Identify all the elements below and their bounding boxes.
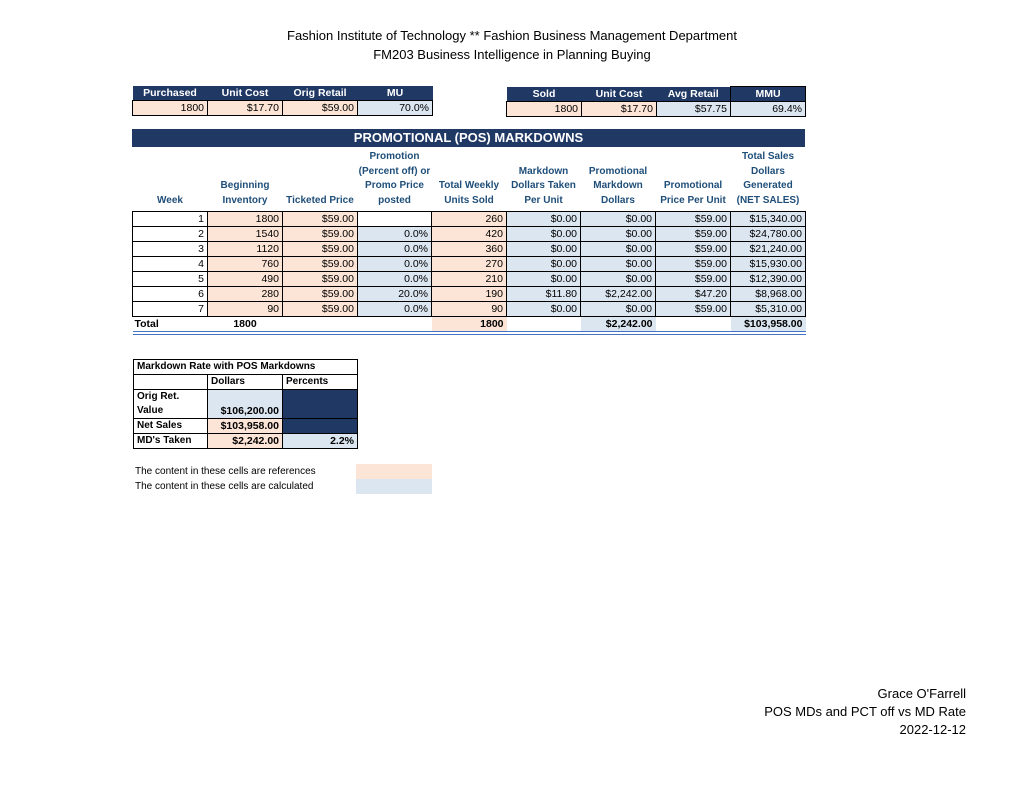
promo-price-cell[interactable]: $47.20 bbox=[656, 286, 731, 301]
markdowns-table bbox=[132, 148, 806, 335]
promotion-cell[interactable]: 0.0% bbox=[358, 241, 432, 256]
dollars-header: Dollars bbox=[208, 375, 283, 390]
mu-value[interactable]: 70.0% bbox=[358, 101, 433, 116]
week-header: Week bbox=[157, 194, 183, 206]
net-sales-cell[interactable]: $15,340.00 bbox=[731, 211, 806, 226]
markdowns-total-row bbox=[133, 316, 806, 331]
table-row bbox=[133, 256, 806, 271]
units-sold-cell[interactable]: 190 bbox=[432, 286, 507, 301]
units-sold-cell[interactable]: 260 bbox=[432, 211, 507, 226]
mds-taken-label: MD's Taken bbox=[134, 434, 208, 449]
report-subtitle: POS MDs and PCT off vs MD Rate bbox=[764, 704, 966, 719]
ticketed-price-cell[interactable]: $59.00 bbox=[283, 256, 358, 271]
table-row bbox=[133, 271, 806, 286]
markdown-per-unit-cell[interactable]: $11.80 bbox=[507, 286, 581, 301]
total-units-sold[interactable]: 1800 bbox=[432, 316, 507, 331]
promotion-cell[interactable]: 0.0% bbox=[358, 301, 432, 316]
week-cell[interactable]: 3 bbox=[133, 241, 208, 256]
week-cell[interactable]: 5 bbox=[133, 271, 208, 286]
legend-calculated-text: The content in these cells are calculated bbox=[135, 481, 314, 492]
beginning-inventory-cell[interactable]: 1800 bbox=[208, 211, 283, 226]
sales-header-row bbox=[507, 87, 806, 102]
promotional-markdown-dollars-header: Promotional Markdown Dollars bbox=[588, 165, 648, 206]
orig-ret-value[interactable]: $106,200.00 bbox=[208, 390, 283, 419]
mmu-value[interactable]: 69.4% bbox=[731, 102, 806, 117]
markdown-per-unit-cell[interactable]: $0.00 bbox=[507, 226, 581, 241]
promotion-cell[interactable] bbox=[358, 211, 432, 226]
orig-ret-percent-blank bbox=[283, 390, 358, 419]
beginning-inventory-cell[interactable]: 490 bbox=[208, 271, 283, 286]
avg-retail-value[interactable]: $57.75 bbox=[657, 102, 731, 117]
net-sales-label: Net Sales bbox=[134, 419, 208, 434]
net-sales-cell[interactable]: $21,240.00 bbox=[731, 241, 806, 256]
units-sold-cell[interactable]: 420 bbox=[432, 226, 507, 241]
beginning-inventory-cell[interactable]: 280 bbox=[208, 286, 283, 301]
units-sold-cell[interactable]: 270 bbox=[432, 256, 507, 271]
net-sales-cell[interactable]: $12,390.00 bbox=[731, 271, 806, 286]
beginning-inventory-header: Beginning Inventory bbox=[220, 180, 270, 206]
markdown-per-unit-cell[interactable]: $0.00 bbox=[507, 211, 581, 226]
net-sales-cell[interactable]: $24,780.00 bbox=[731, 226, 806, 241]
percents-header: Percents bbox=[283, 375, 358, 390]
total-label: Total bbox=[134, 317, 159, 330]
promotion-cell[interactable]: 20.0% bbox=[358, 286, 432, 301]
promo-price-cell[interactable]: $59.00 bbox=[656, 256, 731, 271]
ticketed-price-cell[interactable]: $59.00 bbox=[283, 226, 358, 241]
markdowns-body bbox=[133, 211, 806, 316]
orig-ret-label-line2: Value bbox=[137, 405, 164, 416]
orig-retail-header: Orig Retail bbox=[283, 86, 358, 101]
mmu-header: MMU bbox=[731, 87, 806, 102]
week-cell[interactable]: 2 bbox=[133, 226, 208, 241]
unit-cost-header: Unit Cost bbox=[208, 86, 283, 101]
markdowns-header-row bbox=[133, 148, 806, 208]
markdown-per-unit-cell[interactable]: $0.00 bbox=[507, 301, 581, 316]
weekly-units-sold-header: Total Weekly Units Sold bbox=[438, 180, 500, 206]
units-sold-cell[interactable]: 90 bbox=[432, 301, 507, 316]
markdown-per-unit-cell[interactable]: $0.00 bbox=[507, 271, 581, 286]
purchase-header-row bbox=[133, 86, 433, 101]
legend-references-swatch bbox=[356, 464, 432, 479]
ticketed-price-cell[interactable]: $59.00 bbox=[283, 211, 358, 226]
table-row bbox=[133, 226, 806, 241]
legend-calculated-swatch bbox=[356, 479, 432, 494]
total-net-sales[interactable]: $103,958.00 bbox=[731, 316, 806, 331]
net-sales-percent-blank bbox=[283, 419, 358, 434]
markdown-per-unit-header: Markdown Dollars Taken Per Unit bbox=[511, 165, 576, 206]
net-sales-header: Total Sales Dollars Generated (NET SALES) bbox=[736, 151, 800, 206]
markdown-dollars-cell[interactable]: $2,242.00 bbox=[581, 286, 656, 301]
beginning-inventory-cell[interactable]: 90 bbox=[208, 301, 283, 316]
markdowns-title: PROMOTIONAL (POS) MARKDOWNS bbox=[132, 129, 805, 147]
sales-summary-table bbox=[506, 86, 806, 117]
units-sold-cell[interactable]: 360 bbox=[432, 241, 507, 256]
sales-values-row bbox=[507, 102, 806, 117]
beginning-inventory-cell[interactable]: 1120 bbox=[208, 241, 283, 256]
total-beginning-inventory[interactable]: 1800 bbox=[233, 317, 257, 330]
markdown-dollars-cell[interactable]: $0.00 bbox=[581, 211, 656, 226]
sold-header: Sold bbox=[507, 87, 582, 102]
table-row bbox=[133, 301, 806, 316]
sales-unit-cost-header: Unit Cost bbox=[582, 87, 657, 102]
orig-retail-value[interactable]: $59.00 bbox=[283, 101, 358, 116]
ticketed-price-cell[interactable]: $59.00 bbox=[283, 286, 358, 301]
md-rate-title: Markdown Rate with POS Markdowns bbox=[134, 360, 358, 375]
markdown-dollars-cell[interactable]: $0.00 bbox=[581, 271, 656, 286]
purchase-summary-table bbox=[132, 86, 433, 116]
table-row bbox=[133, 241, 806, 256]
markdown-per-unit-cell[interactable]: $0.00 bbox=[507, 256, 581, 271]
net-sales-value[interactable]: $103,958.00 bbox=[208, 419, 283, 434]
ticketed-price-header: Ticketed Price bbox=[286, 194, 354, 206]
promo-price-cell[interactable]: $59.00 bbox=[656, 301, 731, 316]
markdown-dollars-cell[interactable]: $0.00 bbox=[581, 301, 656, 316]
avg-retail-header: Avg Retail bbox=[657, 87, 731, 102]
markdown-dollars-cell[interactable]: $0.00 bbox=[581, 256, 656, 271]
promotional-price-header: Promotional Price Per Unit bbox=[660, 180, 726, 206]
week-cell[interactable]: 7 bbox=[133, 301, 208, 316]
mu-header: MU bbox=[358, 86, 433, 101]
units-sold-cell[interactable]: 210 bbox=[432, 271, 507, 286]
net-sales-cell[interactable]: $5,310.00 bbox=[731, 301, 806, 316]
orig-ret-label bbox=[134, 390, 208, 419]
promo-price-cell[interactable]: $59.00 bbox=[656, 226, 731, 241]
promo-price-cell[interactable]: $59.00 bbox=[656, 241, 731, 256]
table-row bbox=[133, 211, 806, 226]
beginning-inventory-cell[interactable]: 760 bbox=[208, 256, 283, 271]
markdown-per-unit-cell[interactable]: $0.00 bbox=[507, 241, 581, 256]
page-subtitle: FM203 Business Intelligence in Planning Buying bbox=[373, 47, 651, 62]
total-markdown-dollars[interactable]: $2,242.00 bbox=[581, 316, 656, 331]
ticketed-price-cell[interactable]: $59.00 bbox=[283, 241, 358, 256]
mds-taken-percent[interactable]: 2.2% bbox=[283, 434, 358, 449]
net-sales-cell[interactable]: $15,930.00 bbox=[731, 256, 806, 271]
author-name: Grace O'Farrell bbox=[877, 686, 966, 701]
sold-value[interactable]: 1800 bbox=[507, 102, 582, 117]
orig-ret-label-line1: Orig Ret. bbox=[137, 391, 180, 402]
markdown-dollars-cell[interactable]: $0.00 bbox=[581, 241, 656, 256]
promotion-cell[interactable]: 0.0% bbox=[358, 271, 432, 286]
promotion-cell[interactable]: 0.0% bbox=[358, 256, 432, 271]
week-cell[interactable]: 6 bbox=[133, 286, 208, 301]
md-rate-table bbox=[133, 359, 358, 449]
unit-cost-value[interactable]: $17.70 bbox=[208, 101, 283, 116]
beginning-inventory-cell[interactable]: 1540 bbox=[208, 226, 283, 241]
ticketed-price-cell[interactable]: $59.00 bbox=[283, 301, 358, 316]
markdown-dollars-cell[interactable]: $0.00 bbox=[581, 226, 656, 241]
mds-taken-value[interactable]: $2,242.00 bbox=[208, 434, 283, 449]
purchased-header: Purchased bbox=[133, 86, 208, 101]
week-cell[interactable]: 1 bbox=[133, 211, 208, 226]
legend-references-text: The content in these cells are references bbox=[135, 466, 316, 477]
promo-price-cell[interactable]: $59.00 bbox=[656, 271, 731, 286]
ticketed-price-cell[interactable]: $59.00 bbox=[283, 271, 358, 286]
week-cell[interactable]: 4 bbox=[133, 256, 208, 271]
page-title: Fashion Institute of Technology ** Fashion Business Management Department bbox=[287, 28, 737, 43]
purchased-value[interactable]: 1800 bbox=[133, 101, 208, 116]
promotion-header: Promotion (Percent off) or Promo Price posted bbox=[358, 151, 431, 206]
net-sales-cell[interactable]: $8,968.00 bbox=[731, 286, 806, 301]
table-row bbox=[133, 286, 806, 301]
report-date: 2022-12-12 bbox=[899, 722, 966, 737]
promotion-cell[interactable]: 0.0% bbox=[358, 226, 432, 241]
purchase-values-row bbox=[133, 101, 433, 116]
sales-unit-cost-value[interactable]: $17.70 bbox=[582, 102, 657, 117]
promo-price-cell[interactable]: $59.00 bbox=[656, 211, 731, 226]
